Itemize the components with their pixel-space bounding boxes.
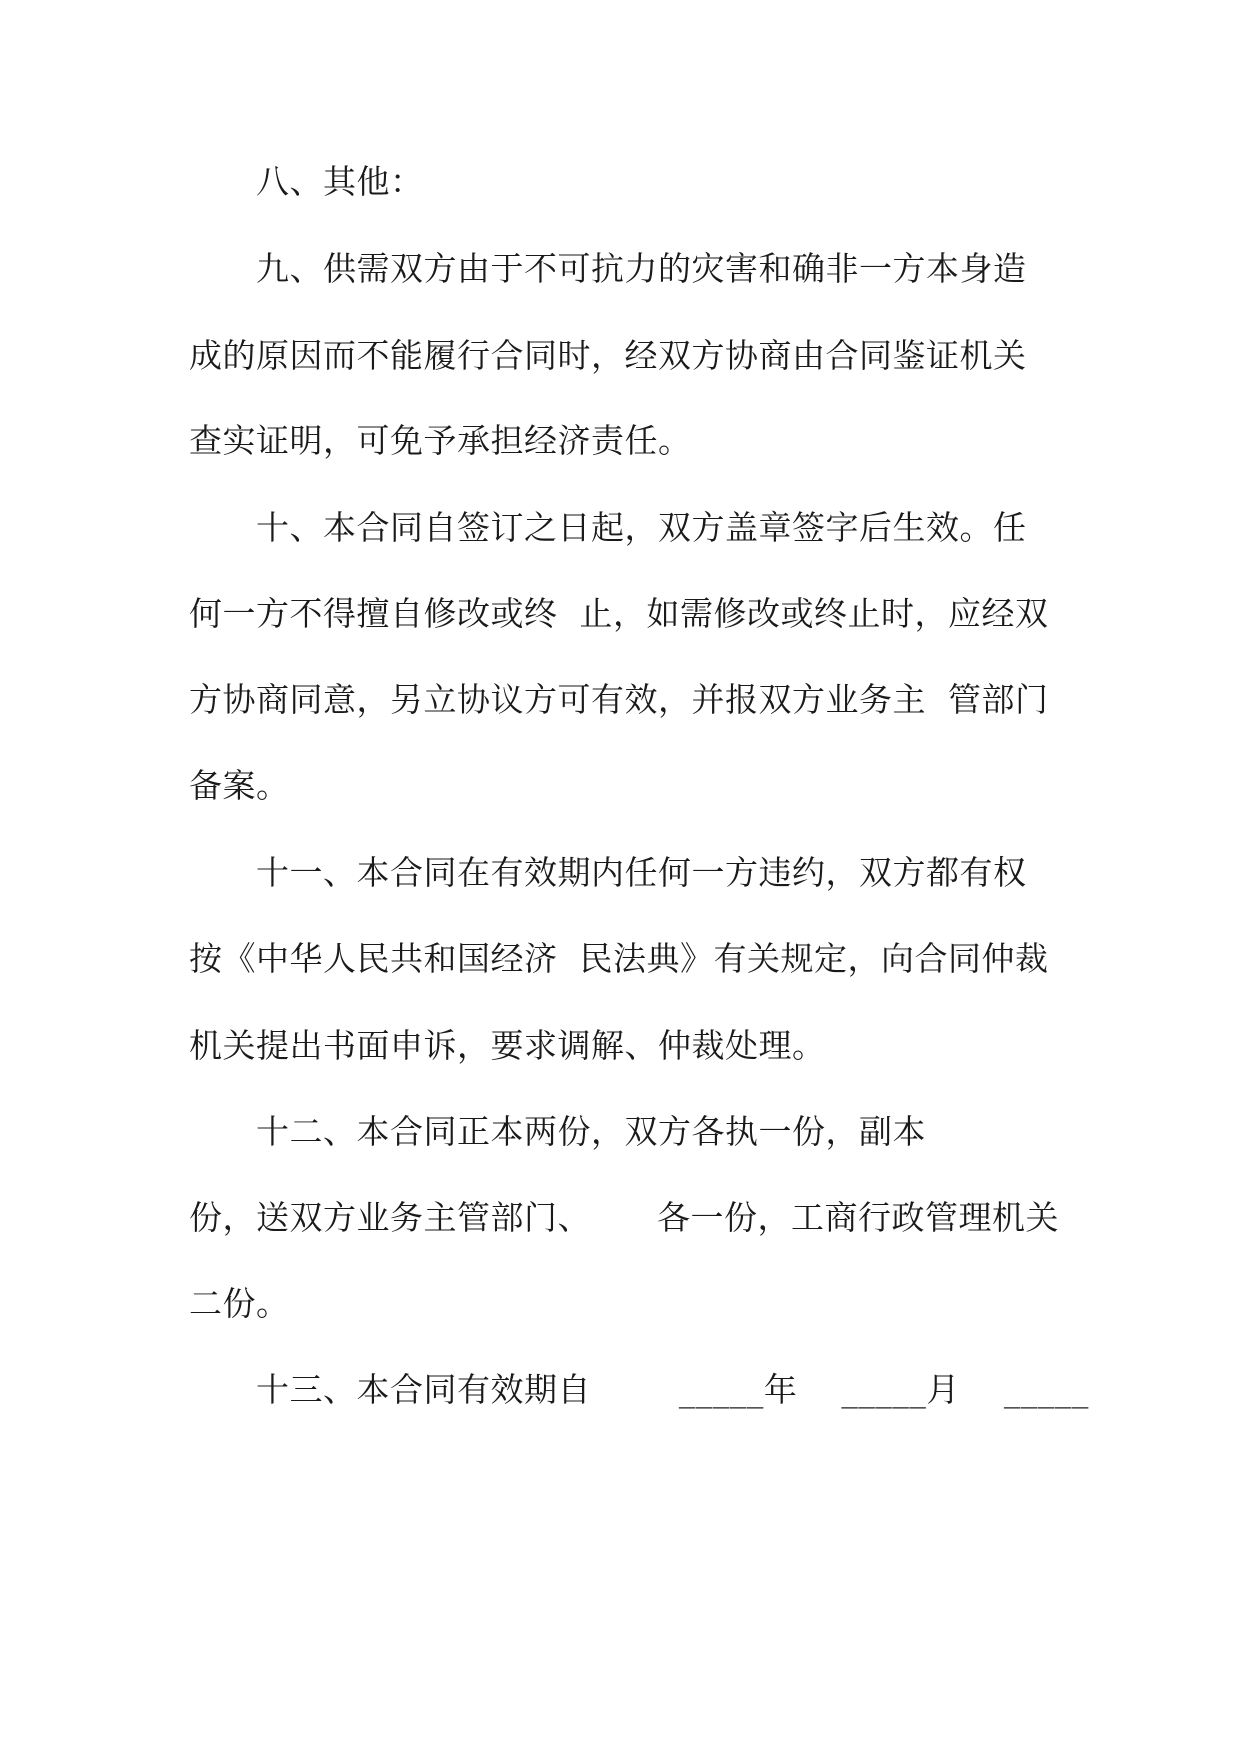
clause-11-line-3: 机关提出书面申诉，要求调解、仲裁处理。 — [189, 1026, 826, 1065]
clause-9-line-2: 成的原因而不能履行合同时，经双方协商由合同鉴证机关 — [189, 336, 1027, 375]
clause-12-line-2: 份，送双方业务主管部门、 各一份，工商行政管理机关 — [189, 1198, 1059, 1237]
clause-10-line-1: 十、本合同自签订之日起，双方盖章签字后生效。任 — [256, 508, 1027, 547]
clause-13-line-1: 十三、本合同有效期自 _____年 _____月 _____ — [256, 1370, 1089, 1409]
clause-10-line-3: 方协商同意，另立协议方可有效，并报双方业务主 管部门 — [189, 680, 1049, 719]
clause-10-line-2: 何一方不得擅自修改或终 止，如需修改或终止时，应经双 — [189, 594, 1049, 633]
clause-9-line-1: 九、供需双方由于不可抗力的灾害和确非一方本身造 — [256, 249, 1027, 288]
clause-8-line-1: 八、其他： — [256, 162, 424, 201]
clause-10-line-4: 备案。 — [189, 766, 290, 805]
clause-11-line-2: 按《中华人民共和国经济 民法典》有关规定，向合同仲裁 — [189, 939, 1049, 978]
clause-9-line-3: 查实证明，可免予承担经济责任。 — [189, 421, 692, 460]
clause-12-line-3: 二份。 — [189, 1284, 290, 1323]
clause-12-line-1: 十二、本合同正本两份，双方各执一份，副本 — [256, 1112, 926, 1151]
clause-11-line-1: 十一、本合同在有效期内任何一方违约，双方都有权 — [256, 853, 1027, 892]
